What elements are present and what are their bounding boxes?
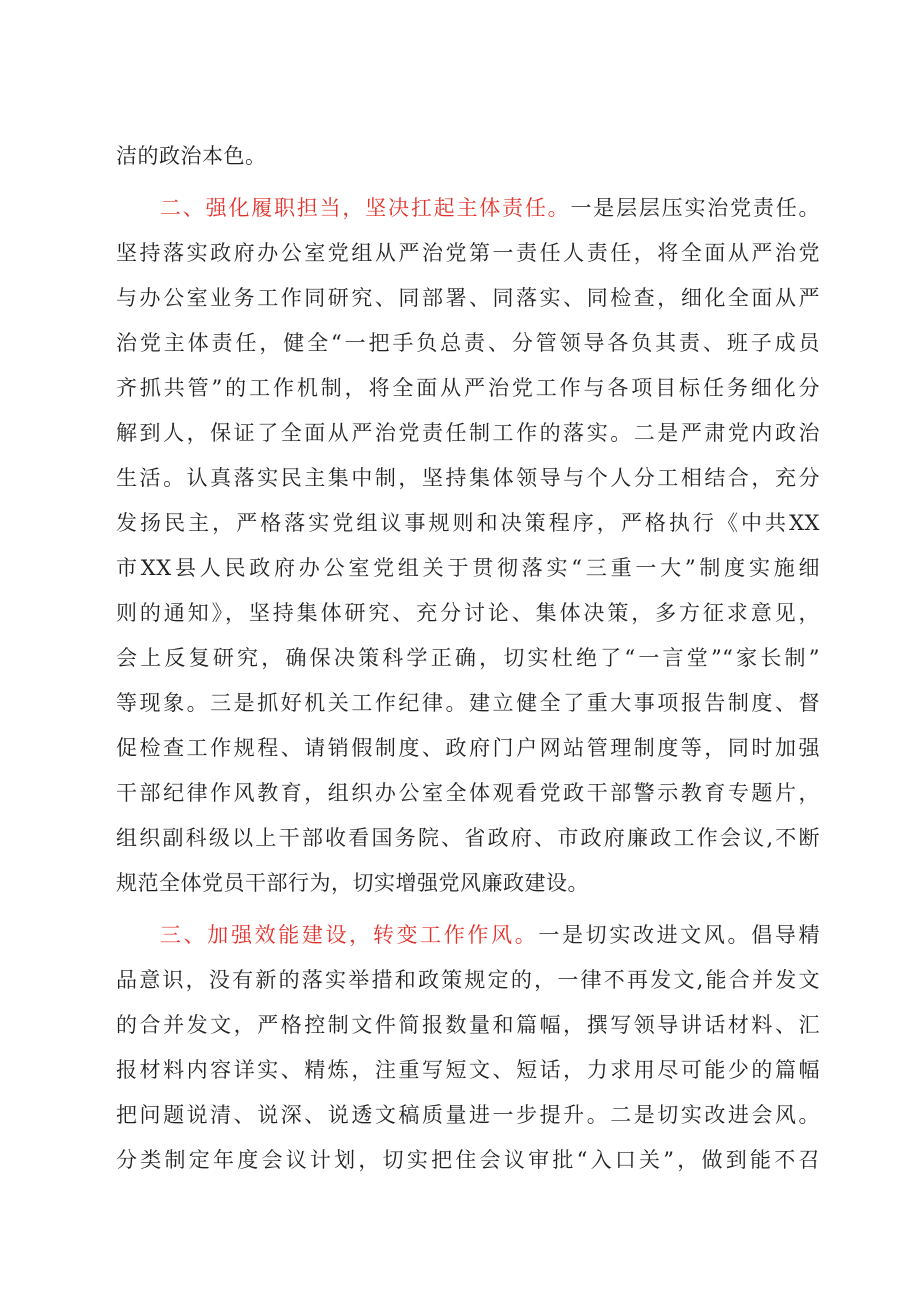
paragraph-line: 组织副科级以上干部收看国务院、省政府、市政府廉政工作会议,不断: [116, 826, 820, 850]
paragraph-line: 的合并发文，严格控制文件简报数量和篇幅，撰写领导讲话材料、汇: [116, 1013, 820, 1037]
paragraph-text: 一是层层压实治党责任。: [570, 196, 821, 220]
paragraph-line: 市XX县人民政府办公室党组关于贯彻落实“三重一大”制度实施细: [116, 556, 820, 580]
section-heading: 三、加强效能建设，转变工作作风。: [160, 923, 539, 947]
paragraph-line: 报材料内容详实、精炼，注重写短文、短话，力求用尽可能少的篇幅: [116, 1058, 820, 1082]
paragraph-line: 等现象。三是抓好机关工作纪律。建立健全了重大事项报告制度、督: [116, 691, 820, 715]
paragraph-line: [160, 188, 820, 228]
paragraph-line: 分类制定年度会议计划，切实把住会议审批“入口关”，做到能不召: [116, 1148, 820, 1172]
paragraph-line: 齐抓共管”的工作机制，将全面从严治党工作与各项目标任务细化分: [116, 376, 820, 400]
paragraph-line: 解到人，保证了全面从严治党责任制工作的落实。二是严肃党内政治: [116, 421, 820, 445]
paragraph-line: 发扬民主，严格落实党组议事规则和决策程序，严格执行《中共XX: [116, 511, 820, 535]
paragraph-line: [160, 915, 820, 955]
section-heading: 二、强化履职担当，坚决扛起主体责任。: [160, 196, 571, 220]
paragraph-line: 干部纪律作风教育，组织办公室全体观看党政干部警示教育专题片，: [116, 781, 820, 805]
paragraph-text: 一是切实改进文风。倡导精: [538, 923, 821, 947]
paragraph-line: 把问题说清、说深、说透文稿质量进一步提升。二是切实改进会风。: [116, 1103, 820, 1127]
paragraph-line: 治党主体责任，健全“一把手负总责、分管领导各负其责、班子成员: [116, 331, 820, 355]
paragraph-line: 会上反复研究，确保决策科学正确，切实杜绝了“一言堂”“家长制”: [116, 646, 820, 670]
paragraph-line: 则的通知》，坚持集体研究、充分讨论、集体决策，多方征求意见，: [116, 601, 820, 625]
paragraph-line: 洁的政治本色。: [116, 144, 267, 168]
paragraph-line: 品意识，没有新的落实举措和政策规定的，一律不再发文,能合并发文: [116, 968, 820, 992]
paragraph-line: 规范全体党员干部行为，切实增强党风廉政建设。: [116, 871, 589, 895]
paragraph-line: 生活。认真落实民主集中制，坚持集体领导与个人分工相结合，充分: [116, 466, 820, 490]
paragraph-line: 坚持落实政府办公室党组从严治党第一责任人责任，将全面从严治党: [116, 241, 820, 265]
paragraph-line: 与办公室业务工作同研究、同部署、同落实、同检查，细化全面从严: [116, 286, 820, 310]
paragraph-line: 促检查工作规程、请销假制度、政府门户网站管理制度等，同时加强: [116, 736, 820, 760]
